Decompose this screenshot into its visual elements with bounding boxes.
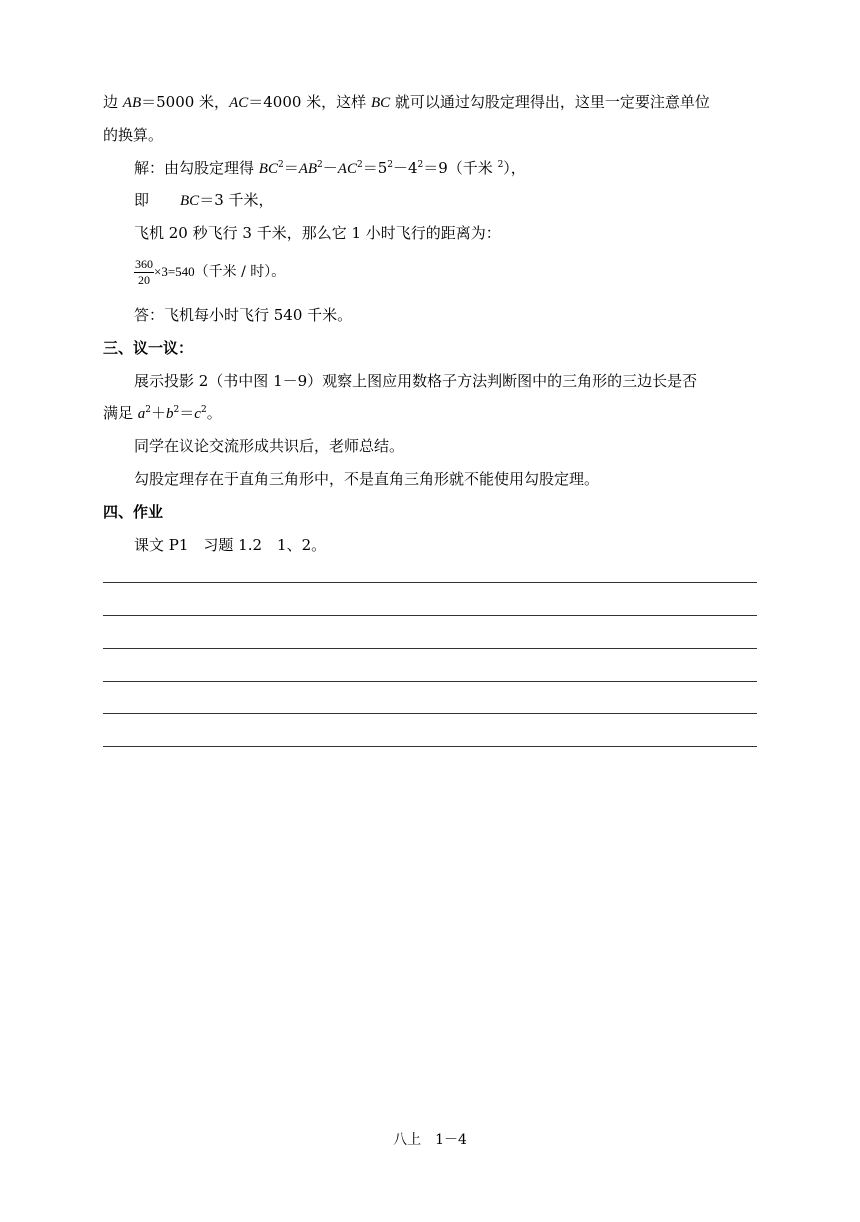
paragraph-line: 勾股定理存在于直角三角形中，不是直角三角形就不能使用勾股定理。 [134,470,600,488]
paragraph-line: 展示投影 2（书中图 1－9）观察上图应用数格子方法判断图中的三角形的三边长是否 [134,372,698,390]
text: 即 [134,191,150,209]
var-ac: AC [337,161,357,177]
var-bc: BC [370,95,391,111]
text: （千米 / 时）。 [194,264,286,280]
var-ab: AB [298,161,318,177]
text: 解：由勾股定理得 [134,159,259,177]
denominator: 20 [138,272,150,287]
writing-rule [103,746,757,747]
exponent: 2 [356,160,363,170]
fraction-line [134,255,285,288]
var-b: b [166,406,174,422]
var-ab: AB [122,95,142,111]
writing-rule [103,582,757,583]
text: ×3=540 [154,264,195,279]
writing-rule [103,713,757,714]
text: 满足 [103,404,138,422]
text: ）， [503,159,526,177]
exponent: 2 [387,160,393,170]
section-heading: 四、作业 [103,503,164,521]
solution-line [134,190,274,211]
text: ＋ [151,404,167,422]
text: －4 [392,159,418,177]
paragraph-line: 同学在议论交流形成共识后，老师总结。 [134,437,405,455]
text: ＝ [179,404,195,422]
exponent: 2 [173,405,180,415]
solution-line [134,158,526,179]
var-ac: AC [229,95,249,111]
answer-line: 答：飞机每小时飞行 540 千米。 [134,306,353,324]
fraction [134,257,154,288]
text: ＝ [283,159,299,177]
text: 就可以通过勾股定理得出，这里一定要注意单位 [390,93,710,111]
writing-rule [103,681,757,682]
var-bc: BC [180,193,200,209]
text: ＝5 [362,159,388,177]
text: ＝4000 米，这样 [248,93,371,111]
text: ＝5000 米， [141,93,230,111]
exponent: 2 [497,160,504,170]
page-footer: 八上 1－4 [393,1132,467,1148]
writing-rule [103,648,757,649]
exponent: 2 [417,160,424,170]
paragraph-line: 的换算。 [103,126,164,144]
paragraph-line [103,92,710,113]
text: ＝9（千米 [423,159,498,177]
numerator: 360 [135,256,153,271]
var-c: c [194,406,201,422]
exponent: 2 [317,160,323,170]
text: 边 [103,93,123,111]
paragraph-line: 飞机 20 秒飞行 3 千米，那么它 1 小时飞行的距离为： [134,224,501,242]
exponent: 2 [145,405,152,415]
text: ＝3 千米， [199,191,274,209]
text: － [322,159,338,177]
exponent: 2 [200,405,207,415]
homework-line: 课文 P1 习题 1.2 1、2。 [134,536,327,554]
text: 。 [206,404,222,422]
writing-rule [103,615,757,616]
var-bc: BC [258,161,278,177]
var-a: a [137,406,146,422]
exponent: 2 [277,160,284,170]
section-heading: 三、议一议： [103,339,194,357]
paragraph-line [103,403,222,424]
